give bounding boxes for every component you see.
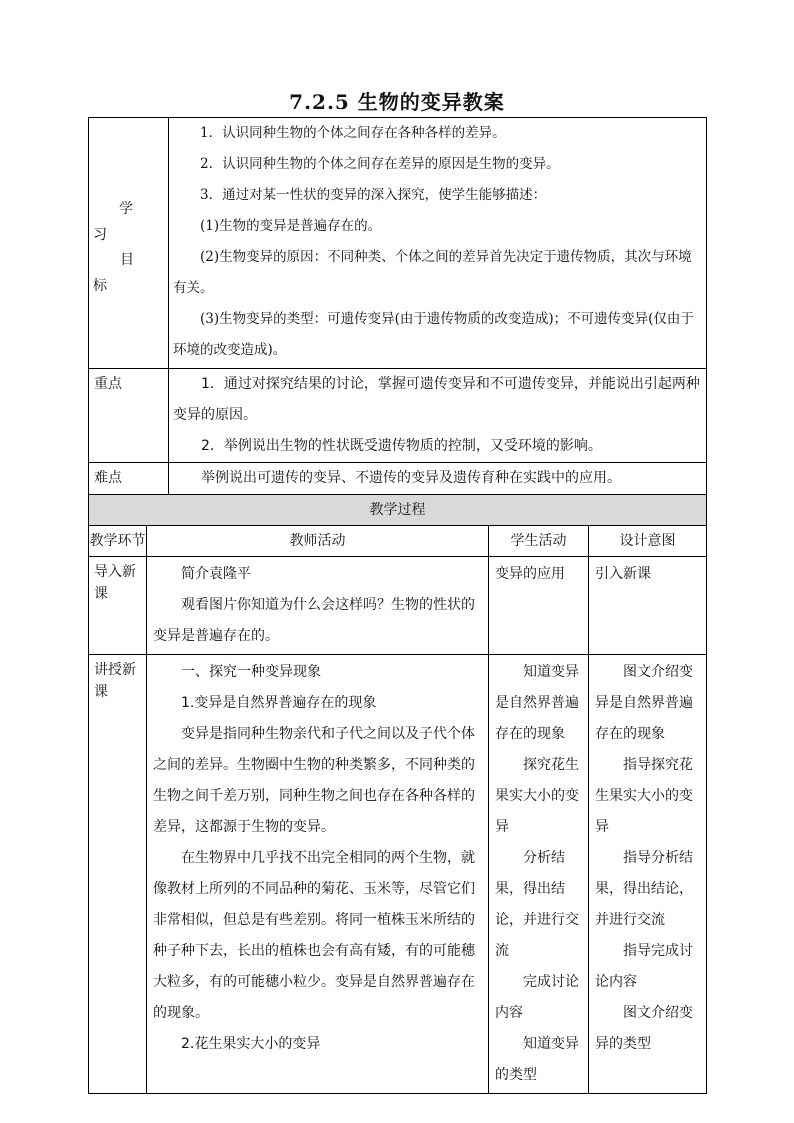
student-paragraph: 分析结果，得出结论，并进行交流: [495, 850, 579, 959]
design-cell: [589, 557, 707, 655]
teacher-paragraph: 观看图片你知道为什么会这样吗？生物的性状的变异是普遍存在的。: [153, 597, 475, 644]
stage-cell: 导入新课: [89, 557, 147, 655]
design-paragraph: 引入新课: [595, 566, 651, 582]
student-cell: [489, 557, 589, 655]
design-paragraph: 指导分析结果，得出结论，并进行交流: [595, 850, 693, 928]
teacher-paragraph: 变异是指同种生物亲代和子代之间以及子代个体之间的差异。生物圈中生物的种类繁多，不同种类的生物之间千差万别，同种生物之间也存在各种各样的差异，这都源于生物的变异。: [153, 726, 475, 835]
difficulties-row: [89, 463, 707, 495]
design-paragraph: 图文介绍变异是自然界普遍存在的现象: [595, 664, 693, 742]
teacher-cell: [147, 557, 489, 655]
design-paragraph: 图文介绍变异的类型: [595, 1005, 693, 1052]
teacher-paragraph: 2.花生果实大小的变异: [181, 1036, 321, 1052]
objective-item: 2．认识同种生物的个体之间存在差异的原因是生物的变异。: [200, 156, 560, 172]
label-char: 标: [93, 278, 107, 294]
column-header: 教师活动: [147, 526, 489, 557]
design-paragraph: 指导探究花生果实大小的变异: [595, 757, 693, 835]
objective-item: (1)生物的变异是普遍存在的。: [200, 218, 382, 234]
process-row: [89, 557, 707, 655]
stage-cell: 讲授新课: [89, 655, 147, 1094]
objectives-label: [89, 118, 169, 369]
student-paragraph: 完成讨论内容: [495, 974, 579, 1021]
label-char: 目: [120, 252, 134, 268]
student-paragraph: 知道变异是自然界普遍存在的现象: [495, 664, 579, 742]
column-header: 教学环节: [89, 526, 147, 557]
design-cell: [589, 655, 707, 1094]
objectives-row: [89, 118, 707, 369]
key-point-item: 2．举例说出生物的性状既受遗传物质的控制，又受环境的影响。: [201, 438, 602, 454]
key-points-row: [89, 369, 707, 463]
student-paragraph: 变异的应用: [495, 566, 565, 582]
objective-item: (2)生物变异的原因：不同种类、个体之间的差异首先决定于遗传物质，其次与环境有关。: [173, 249, 692, 296]
student-paragraph: 知道变异的类型: [495, 1036, 579, 1083]
design-paragraph: 指导完成讨论内容: [595, 943, 693, 990]
objective-item: 1．认识同种生物的个体之间存在各种各样的差异。: [200, 125, 506, 141]
difficulties-label: 难点: [89, 463, 169, 495]
objective-item: 3．通过对某一性状的变异的深入探究，使学生能够描述：: [200, 187, 547, 203]
key-points-content: [169, 369, 707, 463]
label-char: 学: [119, 201, 133, 217]
difficulties-text: 举例说出可遗传的变异、不遗传的变异及遗传育种在实践中的应用。: [201, 470, 621, 486]
teacher-paragraph: 在生物界中几乎找不出完全相同的两个生物，就像教材上所列的不同品种的菊花、玉米等，尽管它们非常相似，但总是有些差别。将同一植株玉米所结的种子种下去，长出的植株也会有高有矮，有的可能穗大粒多，有的可能穗小粒少。变异是自然界普遍存在的现象。: [153, 850, 475, 1021]
student-cell: [489, 655, 589, 1094]
key-points-label: 重点: [89, 369, 169, 463]
document-title: 7.2.5 生物的变异教案: [289, 90, 505, 114]
column-header: 设计意图: [589, 526, 707, 557]
objective-item: (3)生物变异的类型：可遗传变异(由于遗传物质的改变造成)；不可遗传变异(仅由于环境的改变造成)。: [173, 311, 694, 358]
key-point-item: 1．通过对探究结果的讨论，掌握可遗传变异和不可遗传变异，并能说出引起两种变异的原因。: [173, 376, 700, 423]
process-row: [89, 655, 707, 1094]
teacher-paragraph: 1.变异是自然界普遍存在的现象: [181, 695, 377, 711]
objectives-content: [169, 118, 707, 369]
difficulties-content: [169, 463, 707, 495]
lesson-plan-table: [88, 117, 706, 1094]
column-header: 学生活动: [489, 526, 589, 557]
process-band: 教学过程: [89, 495, 707, 526]
process-band-row: [89, 495, 707, 526]
label-char: 习: [93, 227, 107, 243]
teacher-cell: [147, 655, 489, 1094]
student-paragraph: 探究花生果实大小的变异: [495, 757, 579, 835]
teacher-paragraph: 一、探究一种变异现象: [181, 664, 321, 680]
teacher-paragraph: 简介袁隆平: [181, 566, 251, 582]
process-header-row: [89, 526, 707, 557]
